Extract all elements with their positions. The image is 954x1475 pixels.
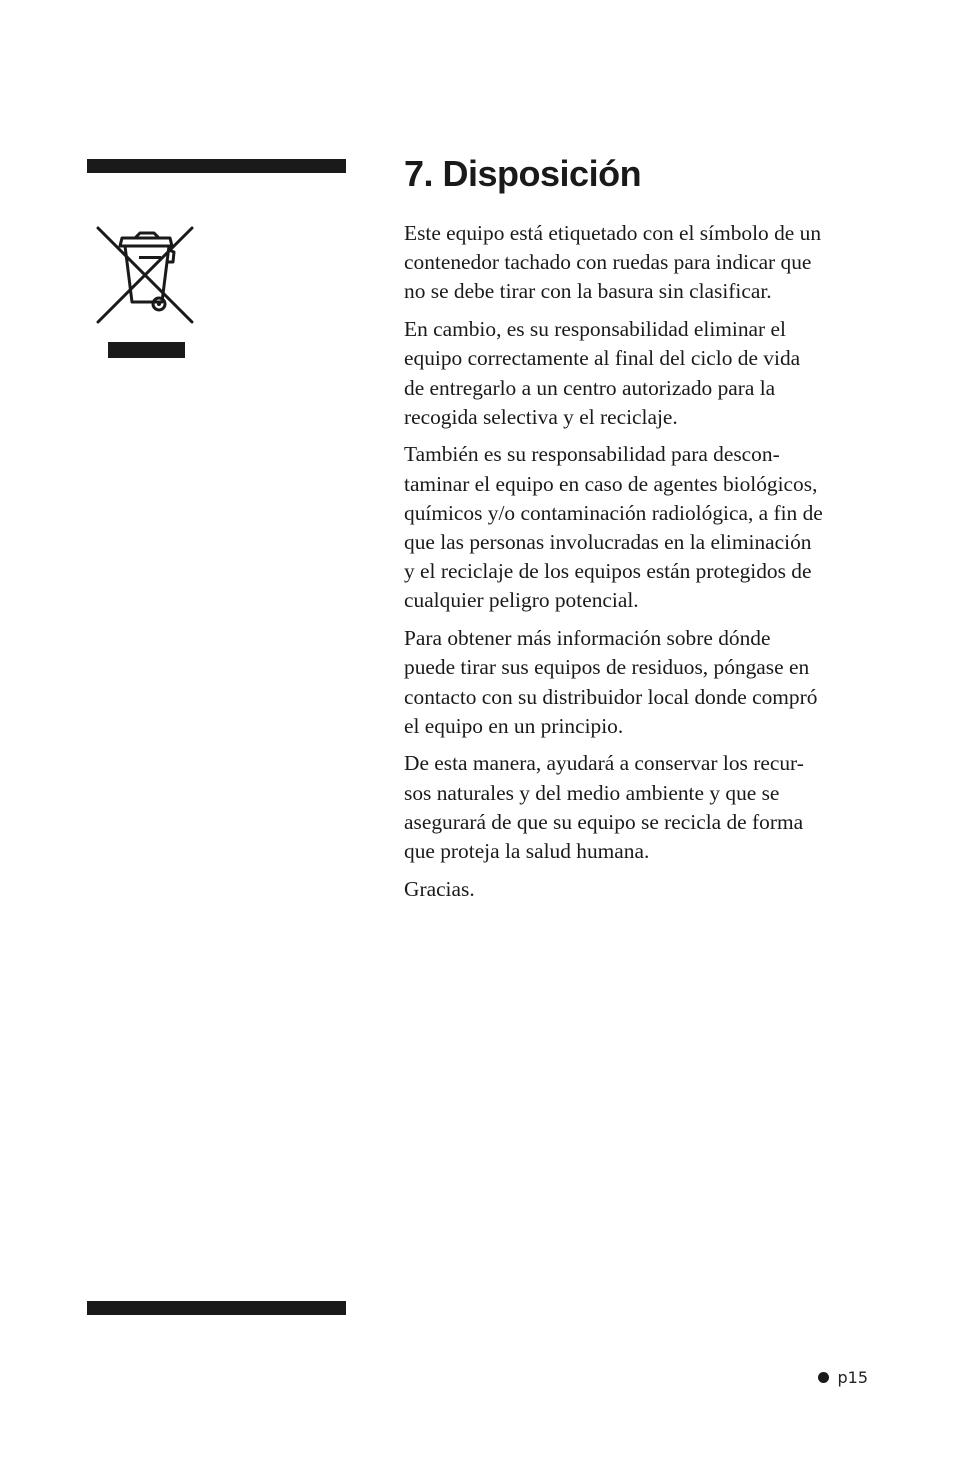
- paragraph: De esta manera, ayudará a conservar los recur- sos naturales y del medio ambiente y que se asegurará de que su equipo se recicla de forma que proteja la salud humana.: [404, 751, 804, 864]
- crossed-out-wheeled-bin-icon: [94, 224, 196, 360]
- page-number: p15: [837, 1368, 868, 1387]
- paragraph: También es su responsabilidad para descon- taminar el equipo en caso de agentes biológicos, químicos y/o contaminación radiológica, a fin de que las personas involucradas en la eliminación y el reciclaje de los equipos están protegidos de cualquier peligro potencial.: [404, 442, 823, 613]
- paragraph: En cambio, es su responsabilidad eliminar el equipo correctamente al final del ciclo de vida de entregarlo a un centro autorizado para la recogida selectiva y el reciclaje.: [404, 317, 801, 429]
- bottom-rule: [87, 1301, 346, 1315]
- paragraph: Para obtener más información sobre dónde puede tirar sus equipos de residuos, póngase en contacto con su distribuidor local donde compró el equipo en un principio.: [404, 626, 818, 738]
- top-rule: [87, 159, 346, 173]
- paragraph: Gracias.: [404, 876, 475, 901]
- bullet-icon: [818, 1372, 829, 1383]
- section-title: 7. Disposición: [404, 153, 642, 194]
- paragraph: Este equipo está etiquetado con el símbolo de un contenedor tachado con ruedas para indicar que no se debe tirar con la basura sin clasificar.: [404, 221, 822, 304]
- page-footer: [818, 1368, 868, 1387]
- body-text: [404, 219, 874, 912]
